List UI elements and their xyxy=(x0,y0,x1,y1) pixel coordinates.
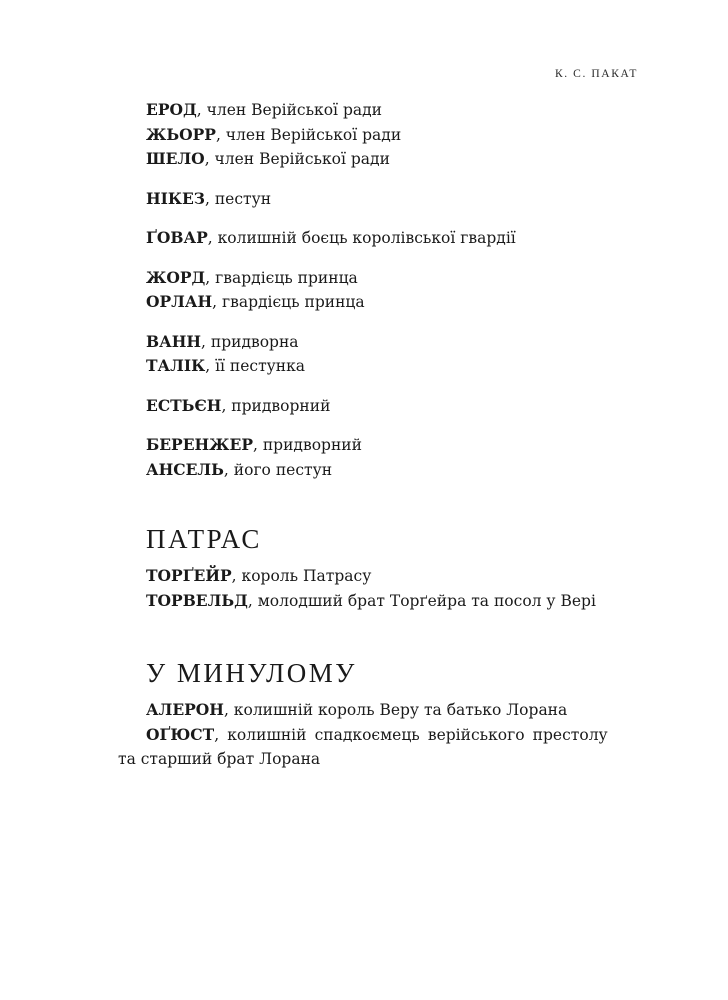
character-entry xyxy=(118,394,643,419)
character-entry xyxy=(118,354,643,379)
character-entry xyxy=(118,98,643,123)
character-name: ЖЬОРР xyxy=(146,124,216,144)
character-entry xyxy=(118,290,643,315)
section-title-past: У МИНУЛОМУ xyxy=(146,658,357,688)
character-name: ТОРВЕЛЬД xyxy=(146,590,248,610)
character-desc: , пестун xyxy=(205,189,272,208)
character-desc: , гвардієць принца xyxy=(205,268,358,287)
character-desc: , член Верійської ради xyxy=(196,101,382,119)
running-head: К. С. ПАКАТ xyxy=(554,68,638,80)
character-desc: , колишній король Веру та батько Лорана xyxy=(223,701,568,719)
character-name: ОҐЮСТ xyxy=(146,724,215,744)
character-desc: , гвардієць принца xyxy=(212,293,365,311)
character-name: АНСЕЛЬ xyxy=(146,459,224,479)
character-name: ЖОРД xyxy=(146,267,206,287)
character-entry xyxy=(118,458,643,483)
character-group xyxy=(118,266,643,315)
character-group xyxy=(118,226,643,251)
character-name: ОРЛАН xyxy=(146,292,213,311)
character-desc: , придворний xyxy=(221,396,331,415)
character-group xyxy=(118,330,643,379)
character-entry xyxy=(118,147,643,172)
character-entry-continuation xyxy=(118,747,643,772)
character-desc: , молодший брат Торґейра та посол у Вері xyxy=(247,591,596,610)
character-entry xyxy=(118,330,643,355)
character-desc: , придворний xyxy=(252,436,362,454)
character-desc: , король Патрасу xyxy=(231,567,372,585)
character-name: ТАЛІК xyxy=(146,356,206,375)
character-group xyxy=(118,433,643,482)
character-desc: , член Верійської ради xyxy=(204,150,390,168)
character-entry xyxy=(118,187,643,212)
character-entry xyxy=(118,266,643,291)
character-group xyxy=(118,394,643,419)
character-desc: , член Верійської ради xyxy=(215,125,402,144)
character-name: БЕРЕНЖЕР xyxy=(146,435,253,454)
character-name: ВАНН xyxy=(146,331,202,351)
character-name: ШЕЛО xyxy=(146,149,205,168)
character-entry xyxy=(118,589,643,614)
character-group xyxy=(118,698,643,772)
character-name: АЛЕРОН xyxy=(146,700,224,719)
character-entry xyxy=(118,698,643,723)
character-group xyxy=(118,564,643,613)
character-desc: , його пестун xyxy=(223,460,333,479)
character-group xyxy=(118,187,643,212)
character-name: ЕРОД xyxy=(146,100,197,119)
character-desc-continuation: та старший брат Лорана xyxy=(118,750,321,768)
character-name: ҐОВАР xyxy=(146,228,208,247)
character-entry xyxy=(118,723,643,748)
character-name: ЕСТЬЄН xyxy=(146,395,222,415)
character-list xyxy=(118,98,643,787)
character-desc: , колишній спадкоємець верійського престолу xyxy=(214,725,608,744)
character-name: ТОРҐЕЙР xyxy=(146,566,232,585)
character-desc: , колишній боєць королівської гвардії xyxy=(207,229,516,247)
character-desc: , її пестунка xyxy=(205,357,306,375)
character-desc: , придворна xyxy=(201,332,299,351)
character-group xyxy=(118,98,643,172)
character-entry xyxy=(118,433,643,458)
section-title-patras: ПАТРАС xyxy=(146,524,262,554)
character-name: НІКЕЗ xyxy=(146,188,205,208)
character-entry xyxy=(118,123,643,148)
character-entry xyxy=(118,564,643,589)
character-entry xyxy=(118,226,643,251)
